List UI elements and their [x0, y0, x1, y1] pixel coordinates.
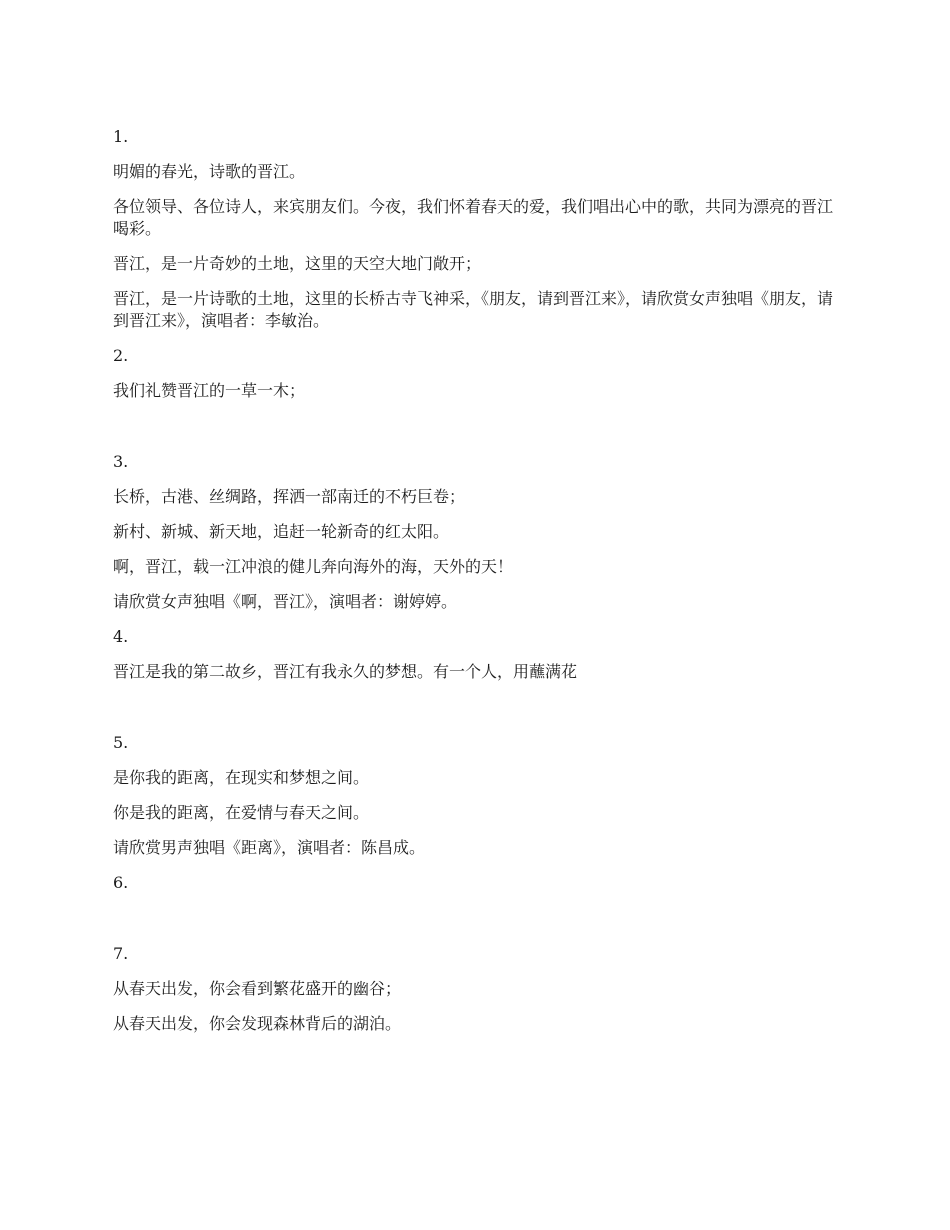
paragraph: 明媚的春光，诗歌的晋江。	[113, 162, 306, 181]
paragraph: 从春天出发，你会发现森林背后的湖泊。	[113, 1014, 402, 1033]
paragraph: 请欣赏男声独唱《距离》，演唱者：陈昌成。	[113, 838, 426, 857]
paragraph: 长桥，古港、丝绸路，挥洒一部南迁的不朽巨卷；	[113, 487, 466, 506]
paragraph: 晋江是我的第二故乡，晋江有我永久的梦想。有一个人，用蘸满花	[113, 662, 578, 681]
paragraph: 啊，晋江，载一江冲浪的健儿奔向海外的海，天外的天！	[113, 557, 514, 576]
paragraph: 请欣赏女声独唱《啊，晋江》，演唱者：谢婷婷。	[113, 592, 458, 611]
document-body	[113, 126, 843, 1048]
paragraph: 晋江，是一片诗歌的土地，这里的长桥古寺飞神采，《朋友，请到晋江来》，请欣赏女声独唱《朋友，请到晋江来》，演唱者：李敏治。	[113, 289, 834, 330]
blank-space	[113, 696, 843, 732]
blank-space	[113, 907, 843, 943]
paragraph: 晋江，是一片奇妙的土地，这里的天空大地门敞开；	[113, 254, 482, 273]
paragraph: 是你我的距离，在现实和梦想之间。	[113, 768, 370, 787]
section-number: 1.	[113, 127, 129, 146]
paragraph: 从春天出发，你会看到繁花盛开的幽谷；	[113, 979, 402, 998]
paragraph: 各位领导、各位诗人，来宾朋友们。今夜，我们怀着春天的爱，我们唱出心中的歌，共同为漂亮的晋江喝彩。	[113, 197, 834, 238]
paragraph: 我们礼赞晋江的一草一木；	[113, 381, 306, 400]
blank-space	[113, 415, 843, 451]
section-number: 3.	[113, 452, 129, 471]
section-number: 2.	[113, 346, 129, 365]
paragraph: 你是我的距离，在爱情与春天之间。	[113, 803, 370, 822]
section-number: 6.	[113, 873, 129, 892]
section-number: 5.	[113, 733, 129, 752]
paragraph: 新村、新城、新天地，追赶一轮新奇的红太阳。	[113, 522, 450, 541]
section-number: 4.	[113, 627, 129, 646]
section-number: 7.	[113, 944, 129, 963]
